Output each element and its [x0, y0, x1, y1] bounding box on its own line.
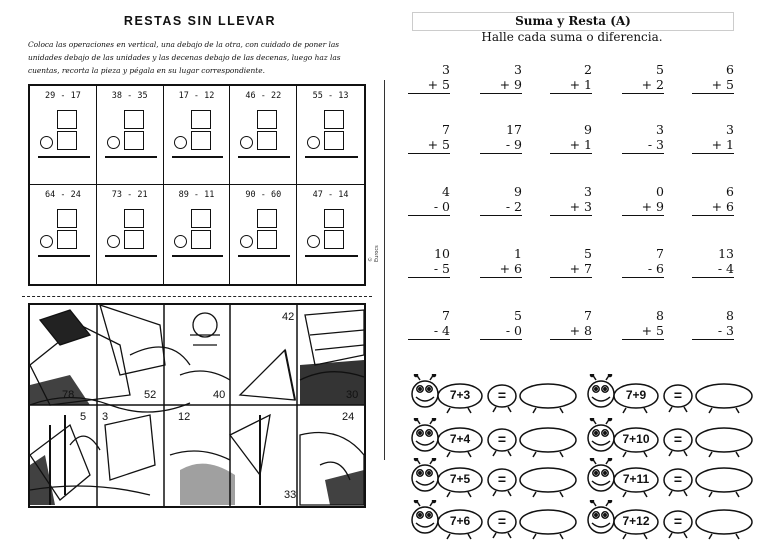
- ant-operation: 7+10: [622, 432, 650, 446]
- answer-box-units[interactable]: [124, 131, 144, 150]
- operation-cell: [97, 185, 164, 284]
- problem-operand: + 5: [408, 137, 450, 154]
- problem-operand: + 9: [480, 77, 522, 94]
- problem-top-number: 3: [726, 122, 734, 137]
- problem-top-number: 0: [656, 184, 664, 199]
- sign-circle[interactable]: [307, 235, 320, 248]
- arithmetic-problem: [622, 246, 664, 278]
- problem-top-number: 17: [506, 122, 522, 137]
- worksheet-title: RESTAS SIN LLEVAR: [123, 14, 277, 28]
- arithmetic-problem: [692, 122, 734, 154]
- problem-top-number: 9: [584, 122, 592, 137]
- problem-operand: - 0: [480, 323, 522, 340]
- pirate-scene-drawing: [30, 305, 364, 506]
- ant-caterpillar: [410, 458, 580, 502]
- result-line: [105, 156, 157, 158]
- answer-box-tens[interactable]: [257, 110, 277, 129]
- answer-box-tens[interactable]: [57, 209, 77, 228]
- problem-top-number: 5: [584, 246, 592, 261]
- arithmetic-problem: [692, 308, 734, 340]
- ant-answer-area[interactable]: [522, 510, 574, 534]
- problem-operand: - 0: [408, 199, 450, 216]
- arithmetic-problem: [550, 122, 592, 154]
- arithmetic-problem: [550, 308, 592, 340]
- ant-equals: =: [673, 431, 683, 447]
- problem-operand: - 2: [480, 199, 522, 216]
- answer-box-tens[interactable]: [191, 209, 211, 228]
- answer-box-tens[interactable]: [324, 110, 344, 129]
- puzzle-number: 42: [282, 311, 295, 323]
- problem-operand: - 4: [692, 261, 734, 278]
- operation-label: 38 - 35: [111, 91, 148, 101]
- worksheet-title: Suma y Resta (A): [412, 12, 734, 31]
- result-line: [105, 255, 157, 257]
- operation-cell: [97, 86, 164, 185]
- arithmetic-problem: [480, 62, 522, 94]
- puzzle-number: 52: [144, 389, 157, 401]
- ant-caterpillar: [586, 458, 756, 502]
- problem-operand: + 3: [550, 199, 592, 216]
- cut-line: [22, 296, 372, 297]
- arithmetic-problem: [408, 184, 450, 216]
- sign-circle[interactable]: [40, 136, 53, 149]
- problem-operand: - 5: [408, 261, 450, 278]
- answer-box-units[interactable]: [57, 131, 77, 150]
- problem-top-number: 7: [442, 122, 450, 137]
- puzzle-picture: [28, 303, 366, 508]
- worksheet-instructions: Coloca las operaciones en vertical, una debajo de la otra, con cuidado de poner las unidades debajo de las unidades y las decenas debajo de las decenas, luego haz las cuentas, recorta la pieza y pégala en su lugar correspondiente.: [28, 40, 341, 75]
- problem-top-number: 5: [514, 308, 522, 323]
- puzzle-number: 3: [102, 411, 109, 423]
- operation-cell: [297, 86, 364, 185]
- problem-top-number: 1: [514, 246, 522, 261]
- problem-operand: + 2: [622, 77, 664, 94]
- problem-operand: - 6: [622, 261, 664, 278]
- operations-grid: [28, 84, 366, 286]
- operation-label: 29 - 17: [44, 91, 81, 101]
- problem-operand: + 9: [622, 199, 664, 216]
- problem-operand: - 3: [622, 137, 664, 154]
- puzzle-number: 78: [62, 389, 75, 401]
- operation-label: 17 - 12: [178, 91, 215, 101]
- sign-circle[interactable]: [307, 136, 320, 149]
- problem-top-number: 3: [442, 62, 450, 77]
- problem-top-number: 3: [656, 122, 664, 137]
- ant-operation: 7+5: [449, 472, 471, 486]
- problem-top-number: 3: [514, 62, 522, 77]
- result-line: [172, 255, 224, 257]
- result-line: [305, 156, 358, 158]
- ant-caterpillar: [410, 418, 580, 462]
- arithmetic-problem: [622, 122, 664, 154]
- operation-cell: [230, 185, 297, 284]
- operation-cell: [164, 185, 231, 284]
- ant-answer-area[interactable]: [522, 428, 574, 452]
- puzzle-number: 24: [342, 411, 355, 423]
- puzzle-number: 5: [80, 411, 87, 423]
- result-line: [238, 156, 290, 158]
- operation-label: 47 - 14: [312, 190, 349, 200]
- problem-top-number: 6: [726, 184, 734, 199]
- ant-answer-area[interactable]: [698, 468, 750, 492]
- problem-operand: + 6: [480, 261, 522, 278]
- operation-cell: [30, 86, 97, 185]
- problem-operand: + 5: [408, 77, 450, 94]
- problem-top-number: 13: [718, 246, 734, 261]
- problem-top-number: 7: [584, 308, 592, 323]
- problem-top-number: 8: [726, 308, 734, 323]
- answer-box-tens[interactable]: [324, 209, 344, 228]
- problem-operand: - 9: [480, 137, 522, 154]
- arithmetic-problem: [408, 246, 450, 278]
- problem-top-number: 9: [514, 184, 522, 199]
- puzzle-number: 33: [284, 489, 297, 501]
- ant-answer-area[interactable]: [522, 468, 574, 492]
- problem-operand: + 1: [692, 137, 734, 154]
- arithmetic-problem: [692, 246, 734, 278]
- ant-equals: =: [497, 431, 507, 447]
- result-line: [38, 156, 90, 158]
- answer-box-tens[interactable]: [191, 110, 211, 129]
- operation-label: 55 - 13: [312, 91, 349, 101]
- ant-answer-area[interactable]: [698, 510, 750, 534]
- operation-label: 73 - 21: [111, 190, 148, 200]
- ant-caterpillar: [410, 374, 580, 418]
- answer-box-units[interactable]: [324, 131, 344, 150]
- arithmetic-problem: [622, 62, 664, 94]
- ant-operation: 7+6: [449, 514, 471, 528]
- arithmetic-problem: [480, 246, 522, 278]
- result-line: [38, 255, 90, 257]
- ant-answer-area[interactable]: [698, 384, 750, 408]
- ant-operation: 7+12: [622, 514, 650, 528]
- result-line: [305, 255, 358, 257]
- problem-top-number: 10: [434, 246, 450, 261]
- answer-box-units[interactable]: [191, 131, 211, 150]
- ant-operation: 7+4: [449, 432, 471, 446]
- operation-cell: [30, 185, 97, 284]
- answer-box-units[interactable]: [124, 230, 144, 249]
- result-line: [172, 156, 224, 158]
- problem-operand: + 5: [622, 323, 664, 340]
- answer-box-tens[interactable]: [57, 110, 77, 129]
- worksheet-subtitle: Halle cada suma o diferencia.: [481, 30, 663, 44]
- result-line: [238, 255, 290, 257]
- problem-top-number: 3: [584, 184, 592, 199]
- problem-operand: + 6: [692, 199, 734, 216]
- ant-caterpillar: [410, 500, 580, 544]
- sign-circle[interactable]: [107, 235, 120, 248]
- answer-box-tens[interactable]: [124, 209, 144, 228]
- sign-circle[interactable]: [174, 235, 187, 248]
- sign-circle[interactable]: [174, 136, 187, 149]
- problem-operand: + 5: [692, 77, 734, 94]
- sign-circle[interactable]: [107, 136, 120, 149]
- ant-caterpillar: [586, 500, 756, 544]
- arithmetic-problem: [550, 246, 592, 278]
- problem-top-number: 4: [442, 184, 450, 199]
- arithmetic-problem: [550, 62, 592, 94]
- arithmetic-problem: [480, 184, 522, 216]
- answer-box-tens[interactable]: [124, 110, 144, 129]
- problem-top-number: 2: [584, 62, 592, 77]
- ant-equals: =: [673, 387, 683, 403]
- arithmetic-problem: [550, 184, 592, 216]
- operation-cell: [297, 185, 364, 284]
- problem-top-number: 6: [726, 62, 734, 77]
- operation-label: 90 - 60: [245, 190, 282, 200]
- arithmetic-problem: [408, 122, 450, 154]
- problem-top-number: 5: [656, 62, 664, 77]
- arithmetic-problem: [622, 308, 664, 340]
- arithmetic-problem: [408, 308, 450, 340]
- ant-answer-area[interactable]: [698, 428, 750, 452]
- puzzle-number: 30: [346, 389, 359, 401]
- sign-circle[interactable]: [240, 235, 253, 248]
- sign-circle[interactable]: [240, 136, 253, 149]
- problem-operand: - 3: [692, 323, 734, 340]
- ant-caterpillar: [586, 374, 756, 418]
- answer-box-units[interactable]: [257, 131, 277, 150]
- operation-cell: [164, 86, 231, 185]
- problem-operand: - 4: [408, 323, 450, 340]
- answer-box-units[interactable]: [257, 230, 277, 249]
- ant-equals: =: [497, 513, 507, 529]
- ant-operation: 7+9: [625, 388, 647, 402]
- sign-circle[interactable]: [40, 235, 53, 248]
- answer-box-units[interactable]: [191, 230, 211, 249]
- arithmetic-problem: [692, 184, 734, 216]
- operation-cell: [230, 86, 297, 185]
- puzzle-number: 12: [178, 411, 191, 423]
- operation-label: 46 - 22: [245, 91, 282, 101]
- arithmetic-problem: [408, 62, 450, 94]
- ant-equals: =: [673, 471, 683, 487]
- arithmetic-problem: [692, 62, 734, 94]
- ant-answer-area[interactable]: [522, 384, 574, 408]
- arithmetic-problem: [480, 308, 522, 340]
- operation-label: 64 - 24: [44, 190, 81, 200]
- answer-box-tens[interactable]: [257, 209, 277, 228]
- problem-top-number: 7: [442, 308, 450, 323]
- ant-equals: =: [497, 387, 507, 403]
- credit-text: © Eurocs: [368, 245, 380, 262]
- arithmetic-problem: [622, 184, 664, 216]
- problem-operand: + 8: [550, 323, 592, 340]
- arithmetic-problem: [480, 122, 522, 154]
- ant-operation: 7+11: [622, 472, 650, 486]
- answer-box-units[interactable]: [324, 230, 344, 249]
- ant-operation: 7+3: [449, 388, 471, 402]
- problem-top-number: 8: [656, 308, 664, 323]
- problem-operand: + 7: [550, 261, 592, 278]
- problem-operand: + 1: [550, 77, 592, 94]
- page-divider: [384, 80, 385, 460]
- answer-box-units[interactable]: [57, 230, 77, 249]
- suma-resta-worksheet: [390, 0, 768, 543]
- ant-equals: =: [673, 513, 683, 529]
- ant-equals: =: [497, 471, 507, 487]
- problem-operand: + 1: [550, 137, 592, 154]
- puzzle-number: 40: [213, 389, 226, 401]
- problem-top-number: 7: [656, 246, 664, 261]
- operation-label: 89 - 11: [178, 190, 215, 200]
- ant-caterpillar: [586, 418, 756, 462]
